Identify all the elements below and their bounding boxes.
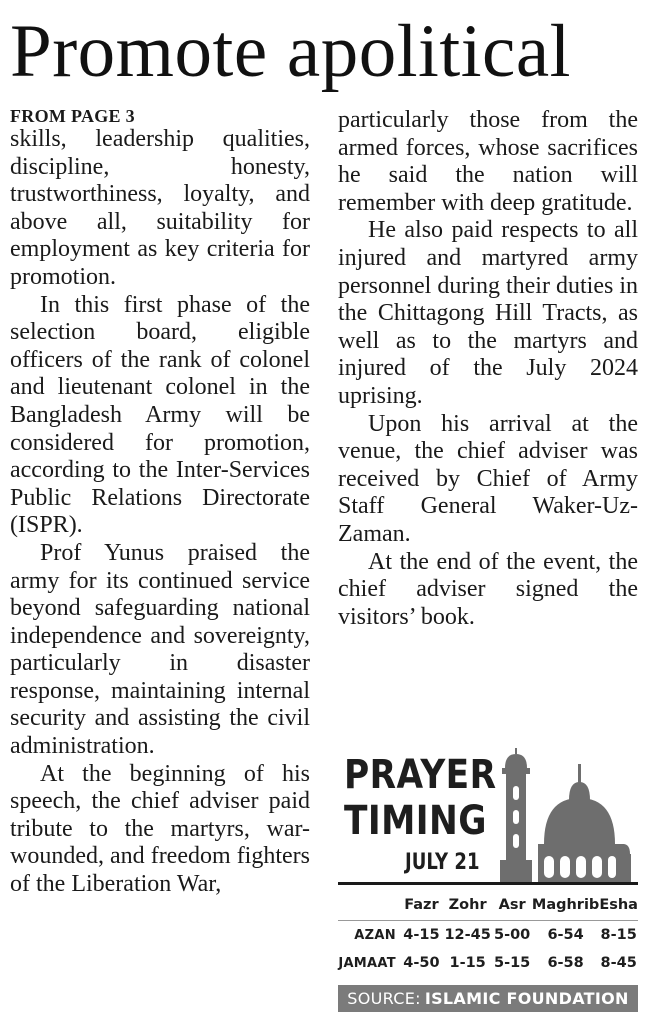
paragraph: In this first phase of the selection board, eligible officers of the rank of colonel and lieutenant colonel in the Bangladesh Army will be considered for promotion, according to the Inter-Services Public Relations Directorate (ISPR). <box>10 291 310 539</box>
column-header: Zohr <box>448 897 487 913</box>
source-name: ISLAMIC FOUNDATION <box>424 989 629 1008</box>
mosque-icon <box>492 748 634 884</box>
row-label: AZAN <box>338 921 400 950</box>
table-header-row <box>338 890 638 921</box>
article-column-left <box>10 106 310 899</box>
from-page-label: FROM PAGE 3 <box>10 106 135 126</box>
table-cell: 4-15 <box>400 921 443 950</box>
prayer-timing-title <box>344 752 497 844</box>
table-cell: 8-15 <box>599 921 638 950</box>
column-header: Asr <box>498 897 526 913</box>
headline: Promote apolitical <box>10 10 571 93</box>
paragraph: skills, leadership qualities, discipline, honesty, trustworthiness, loyalty, and above all, suitability for employment as key criteria for promotion. <box>10 126 310 290</box>
table-row <box>338 949 638 977</box>
prayer-timing-table <box>338 890 638 977</box>
table-cell: 6-54 <box>532 921 599 950</box>
column-header: Esha <box>599 897 638 913</box>
paragraph: At the beginning of his speech, the chief adviser paid tribute to the martyrs, war-wounded, and freedom fighters of the Liberation War, <box>10 760 310 898</box>
row-label: JAMAAT <box>338 955 396 971</box>
column-header-blank <box>338 890 400 921</box>
table-cell: 1-15 <box>449 955 486 971</box>
prayer-title-line1: PRAYER <box>344 752 497 798</box>
table-cell: 4-50 <box>403 955 440 971</box>
prayer-title-line2: TIMING <box>344 798 487 844</box>
source-bar <box>338 985 638 1012</box>
paragraph: particularly those from the armed forces, whose sacrifices he said the nation will remember with deep gratitude. <box>338 107 638 216</box>
table-cell: 5-00 <box>492 921 532 950</box>
source-label: SOURCE: <box>347 989 421 1008</box>
prayer-date: JULY 21 <box>405 850 480 875</box>
table-cell: 6-58 <box>547 955 584 971</box>
column-header: Fazr <box>404 897 439 913</box>
column-header: Maghrib <box>531 897 600 913</box>
table-row <box>338 921 638 950</box>
article-column-right <box>338 107 638 631</box>
paragraph: Prof Yunus praised the army for its continued service beyond safeguarding national independence and sovereignty, particularly in disaster response, maintaining internal security and assisting the civil administration. <box>10 539 310 760</box>
paragraph: At the end of the event, the chief adviser signed the visitors’ book. <box>338 548 638 630</box>
table-cell: 5-15 <box>493 955 531 971</box>
prayer-divider <box>338 882 638 885</box>
table-cell: 8-45 <box>600 955 637 971</box>
table-cell: 12-45 <box>443 921 493 950</box>
paragraph: Upon his arrival at the venue, the chief adviser was received by Chief of Army Staff General Waker-Uz-Zaman. <box>338 410 638 547</box>
paragraph: He also paid respects to all injured and martyred army personnel during their duties in the Chittagong Hill Tracts, as well as to the martyrs and injured of the July 2024 uprising. <box>338 217 638 409</box>
